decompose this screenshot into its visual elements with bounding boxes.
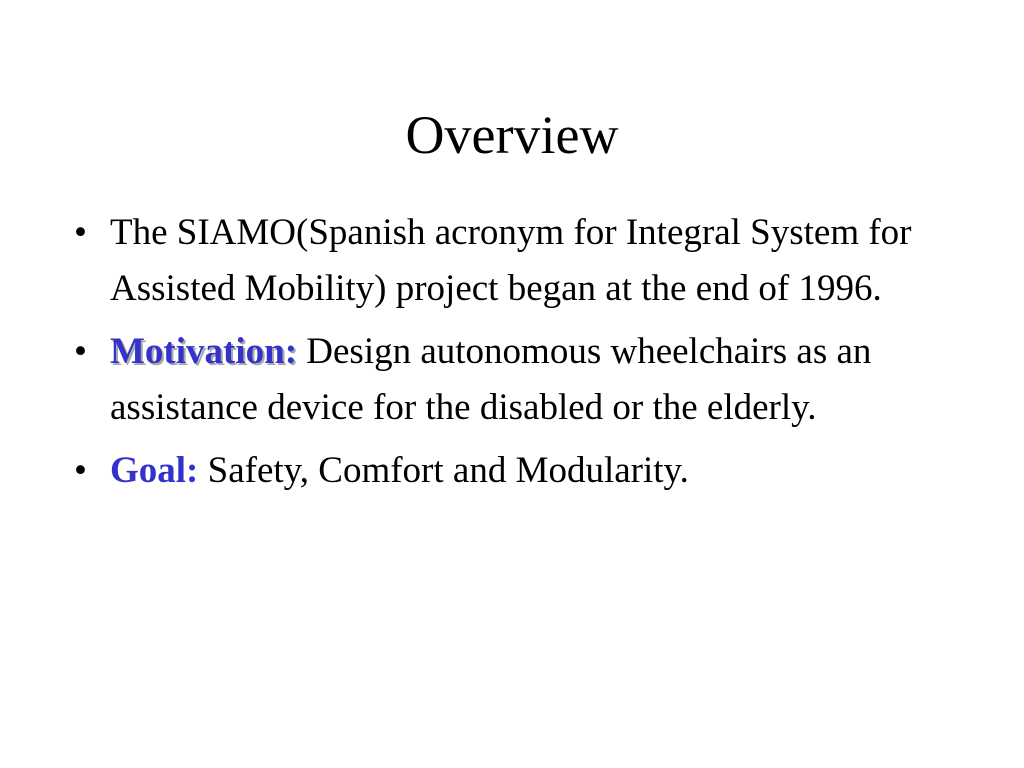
bullet-list bbox=[70, 205, 950, 506]
bullet-point-icon: • bbox=[74, 331, 87, 372]
bullet-text: The SIAMO(Spanish acronym for Integral System for Assisted Mobility) project began at the end of 1996. bbox=[110, 212, 912, 309]
bullet-point-icon: • bbox=[74, 212, 87, 253]
bullet-point-icon: • bbox=[74, 450, 87, 491]
slide-title: Overview bbox=[405, 105, 619, 165]
bullet-item-1 bbox=[70, 205, 950, 317]
bullet-text: Design autonomous wheelchairs as an assistance device for the disabled or the elderly. bbox=[110, 331, 872, 428]
bullet-item-2 bbox=[70, 324, 950, 436]
motivation-label: Motivation: bbox=[110, 331, 298, 372]
bullet-text: Safety, Comfort and Modularity. bbox=[207, 450, 689, 491]
bullet-item-3 bbox=[70, 443, 950, 499]
goal-label: Goal: bbox=[110, 450, 199, 491]
